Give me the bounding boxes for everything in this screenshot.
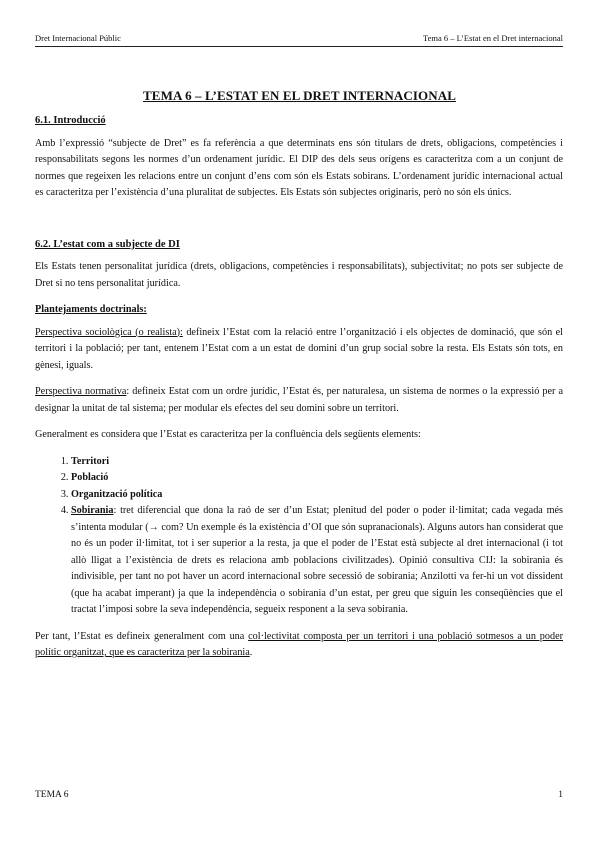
list-item-political-organization: 3. Organització política — [71, 487, 563, 504]
section-heading-introduction: 6.1. Introducció — [35, 115, 106, 126]
sociological-perspective-paragraph — [35, 325, 563, 375]
page-header — [35, 33, 563, 47]
sociological-perspective-text: defineix l’Estat com la relació entre l’organització i els objectes de dominació, que són el territori i la població; per tant, entenem l’Estat com a un estat de domini d’un grup social sobre la resta. Els Estats són tots, en gènesi, iguals. — [35, 326, 563, 371]
page-number: 1 — [558, 790, 563, 800]
list-item-sovereignty: 4. Sobirania: tret diferencial que dona la raó de ser d’un Estat; plenitud del poder o poder il·limitat; cada vegada més s’intenta modular (→ com? Un exemple és la existència d’OI que són supranacionals). Alguns autors han considerat que no és un poder il·limitat, tot i ser superior a la resta, ja que el poder de l’Estat està subjecte al dret internacional (i tot allò lligat a l’existència de drets es relaciona amb poblacions civilitzades). Opinió consultiva CIJ: la sobirania és indivisible, per tant no pot haver un acord internacional sobre secessió de sobirania; Anzilotti va fer-hi un vot dissident (que ha acabat imperant) ja que la independència o sobirania d’un estat, per greu que siguin les conseqüències que el tractat l’imposi sobre la seva independència, segueix responent a la seva sobirania. — [71, 503, 563, 619]
normative-perspective-text: : defineix Estat com un ordre jurídic, l’Estat és, per naturalesa, un sistema de normes o la expressió per a designar la unitat de tal sistema; per modular els efectes del seu domini sobre un territori. — [35, 386, 563, 414]
normative-perspective-paragraph — [35, 384, 563, 417]
page-footer — [35, 790, 563, 800]
state-elements-list — [35, 454, 563, 619]
header-course-title: Dret Internacional Públic — [35, 33, 121, 43]
elements-intro-paragraph: Generalment es considera que l’Estat es caracteritza per la confluència dels següents elements: — [35, 429, 421, 440]
list-item-territory: 1. Territori — [71, 454, 563, 471]
state-definition: col·lectivitat composta per un territori i una població sotmesos a un poder polític organitzat, que es caracteritza per la sobirania — [35, 630, 563, 658]
doctrinal-approaches-heading: Plantejaments doctrinals: — [35, 304, 147, 315]
header-chapter-title: Tema 6 – L’Estat en el Dret internacional — [423, 33, 563, 43]
page-title: TEMA 6 – L’ESTAT EN EL DRET INTERNACIONAL — [143, 88, 456, 103]
sociological-perspective-label: Perspectiva sociològica (o realista): — [35, 326, 183, 338]
section-heading-state-subject: 6.2. L’estat com a subjecte de DI — [35, 238, 180, 250]
list-item-population: 2. Població — [71, 470, 563, 487]
conclusion-paragraph — [35, 629, 563, 662]
section-spacer — [35, 212, 563, 237]
introduction-paragraph: Amb l’expressió “subjecte de Dret” es fa referència a que determinats ens són titulars de drets, obligacions, competències i responsabilitats segons les normes d’un ordenament jurídic. El DIP des dels seus orígens es caracteritza com a un conjunt de normes que regeixen les relacions entre un conjunt d’ens com són els Estats sobirans. L’ordenament jurídic internacional actual es caracteritza per l’existència d’una pluralitat de subjectes. Els Estats són subjectes originaris, però no són els únics. — [35, 137, 563, 198]
footer-chapter-label: TEMA 6 — [35, 790, 69, 800]
state-personality-paragraph: Els Estats tenen personalitat jurídica (drets, obligacions, competències i responsabilitats), subjectivitat; no pots ser subjecte de Dret si no tens personalitat jurídica. — [35, 261, 563, 289]
conclusion-prefix: Per tant, l’Estat es defineix generalment com una — [35, 630, 249, 642]
normative-perspective-label: Perspectiva normativa — [35, 386, 127, 397]
document-body — [35, 113, 563, 672]
conclusion-suffix: . — [249, 647, 253, 658]
